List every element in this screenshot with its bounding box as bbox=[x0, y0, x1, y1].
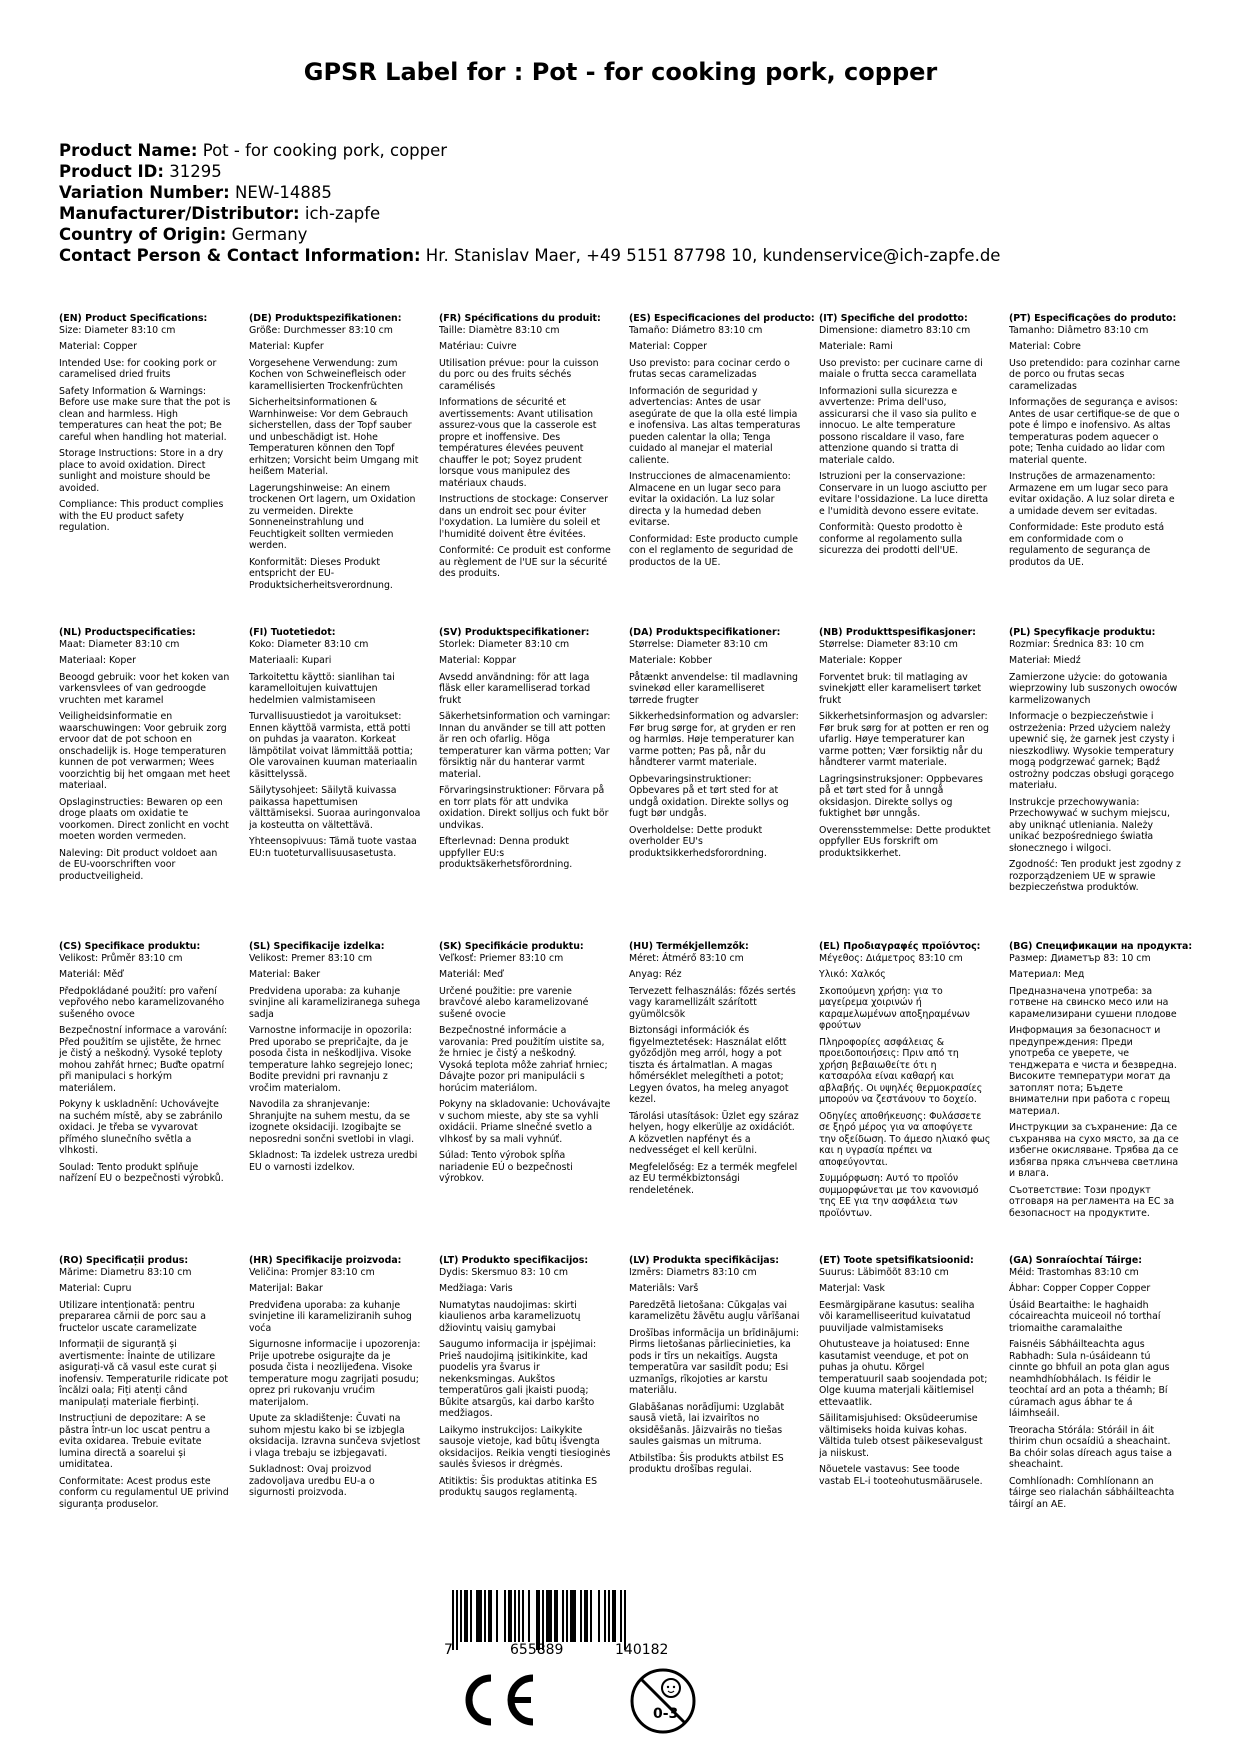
spec-paragraph: Zamierzone użycie: do gotowania wieprzowiny lub suszonych owoców karmelizowanych bbox=[1009, 671, 1178, 706]
info-value: Germany bbox=[231, 225, 308, 244]
spec-paragraph: Størrelse: Diameter 83:10 cm bbox=[629, 638, 768, 650]
spec-heading: (FI) Tuotetiedot: bbox=[249, 627, 336, 638]
barcode-bar bbox=[566, 1590, 568, 1642]
spec-paragraph: Conformitate: Acest produs este conform cu regulamentul UE privind siguranța produselor. bbox=[59, 1475, 229, 1510]
spec-paragraph: Материал: Мед bbox=[1009, 969, 1085, 980]
barcode-bar bbox=[452, 1590, 454, 1650]
barcode-bar bbox=[496, 1590, 498, 1642]
spec-paragraph: Varnostne informacije in opozorila: Pred uporabo se prepričajte, da je posoda čista in neškodljiva. Visoke temperature lahko segrejejo lonec; Bodite previdni pri ravnanju z vročim materialom. bbox=[249, 1025, 414, 1094]
spec-paragraph: Opbevaringsinstruktioner: Opbevares på et tørt sted for at undgå oxidation. Direkte sollys og fugt bør undgås. bbox=[629, 773, 789, 819]
barcode-bar bbox=[554, 1590, 558, 1642]
spec-paragraph: Size: Diameter 83:10 cm bbox=[59, 324, 176, 336]
spec-paragraph: Glabāšanas norādījumi: Uzglabāt sausā vietā, lai izvairītos no oksidēšanās. Jāizvairās no tiešas saules gaismas un mitruma. bbox=[629, 1401, 785, 1447]
spec-paragraph: Medžiaga: Varis bbox=[439, 1283, 513, 1294]
spec-paragraph: Nõuetele vastavus: See toode vastab EL-i tooteohutusmäärusele. bbox=[819, 1464, 983, 1487]
spec-paragraph: Skladnost: Ta izdelek ustreza uredbi EU o varnosti izdelkov. bbox=[249, 1150, 418, 1173]
spec-paragraph: Sukladnost: Ovaj proizvod zadovoljava uredbu EU-a o sigurnosti proizvoda. bbox=[249, 1464, 375, 1498]
info-value: Hr. Stanislav Maer, +49 5151 87798 10, kundenservice@ich-zapfe.de bbox=[425, 246, 1001, 265]
spec-paragraph: Størrelse: Diameter 83:10 cm bbox=[819, 638, 958, 650]
spec-paragraph: Compliance: This product complies with the EU product safety regulation. bbox=[59, 499, 224, 533]
barcode-bar bbox=[504, 1590, 506, 1642]
barcode-bar bbox=[598, 1590, 600, 1642]
spec-paragraph: Sicherheitsinformationen & Warnhinweise: Vor dem Gebrauch sicherstellen, dass der Topf sauber und unbeschädigt ist. Hohe Temperaturen können den Topf erhitzen; Vorsicht beim Umgang mit heißem Material. bbox=[249, 397, 419, 477]
spec-paragraph: Conformité: Ce produit est conforme au règlement de l'UE sur la sécurité des produits. bbox=[439, 545, 611, 579]
spec-paragraph: Utilisation prévue: pour la cuisson du porc ou des fruits séchés caramélisés bbox=[439, 357, 599, 392]
spec-section bbox=[1009, 313, 1199, 627]
spec-paragraph: Naleving: Dit product voldoet aan de EU-voorschriften voor productveiligheid. bbox=[59, 847, 218, 882]
spec-paragraph: Materiál: Meď bbox=[439, 969, 504, 980]
ce-mark-icon bbox=[455, 1670, 537, 1730]
spec-paragraph: Σκοπούμενη χρήση: για το μαγείρεμα χοιρινών ή καραμελωμένων αποξηραμένων φρούτων bbox=[819, 985, 970, 1031]
spec-paragraph: Размер: Диаметър 83: 10 cm bbox=[1009, 952, 1151, 964]
spec-section bbox=[59, 313, 249, 627]
spec-heading: (ET) Toote spetsifikatsioonid: bbox=[819, 1255, 974, 1266]
spec-section bbox=[819, 313, 1009, 627]
spec-paragraph: Información de seguridad y advertencias: Antes de usar asegúrate de que la olla esté limpia e inofensiva. Las altas temperaturas pueden calentar la olla; Tenga cuidado al manejar el material caliente. bbox=[629, 385, 801, 466]
spec-section bbox=[59, 941, 249, 1255]
spec-paragraph: Säilitamisjuhised: Oksüdeerumise vältimiseks hoida kuivas kohas. Vältida tuleb otsest päikesevalgust ja niiskust. bbox=[819, 1413, 983, 1459]
barcode-bar bbox=[528, 1590, 530, 1642]
spec-paragraph: Upute za skladištenje: Čuvati na suhom mjestu kako bi se izbjegla oksidacija. Izravna sunčeva svjetlost i vlaga trebaju se izbjegavati. bbox=[249, 1413, 421, 1459]
barcode-bar bbox=[460, 1590, 462, 1642]
info-value: NEW-14885 bbox=[235, 183, 332, 202]
spec-paragraph: Istruzioni per la conservazione: Conservare in un luogo asciutto per evitare l'ossidazione. La luce diretta e l'umidità devono essere evitate. bbox=[819, 471, 989, 517]
spec-paragraph: Säilytysohjeet: Säilytä kuivassa paikassa hapettumisen välttämiseksi. Suoraa auringonvaloa ja kosteutta on vältettävä. bbox=[249, 785, 421, 831]
spec-paragraph: Úsáid Beartaithe: le haghaidh cócaireachta muiceoil nó torthaí triomaithe caramalaithe bbox=[1009, 1299, 1161, 1334]
spec-paragraph: Storlek: Diameter 83:10 cm bbox=[439, 638, 570, 650]
barcode-bar bbox=[488, 1590, 492, 1642]
info-label: Product ID: bbox=[59, 162, 164, 181]
spec-section bbox=[249, 313, 439, 627]
spec-paragraph: Conformidade: Este produto está em conformidade com o regulamento de segurança de produtos da UE. bbox=[1009, 522, 1165, 568]
spec-paragraph: Avsedd användning: för att laga fläsk eller karamelliserad torkad frukt bbox=[439, 671, 591, 706]
barcode-bar bbox=[522, 1590, 524, 1642]
product-info-line bbox=[59, 161, 1199, 182]
spec-paragraph: Dydis: Skersmuo 83: 10 cm bbox=[439, 1266, 568, 1278]
spec-paragraph: Instruções de armazenamento: Armazene em um lugar seco para evitar oxidação. A luz solar direta e a umidade devem ser evitadas. bbox=[1009, 471, 1175, 517]
spec-paragraph: Предназначена употреба: за готвене на свинско месо или на карамелизирани сушени плодове bbox=[1009, 985, 1177, 1020]
spec-paragraph: Instrucțiuni de depozitare: A se păstra într-un loc uscat pentru a evita oxidarea. Trebuie evitate lumina directă a soarelui și umiditatea. bbox=[59, 1413, 211, 1470]
spec-paragraph: Materiale: Kobber bbox=[629, 655, 712, 666]
spec-paragraph: Velikost: Průměr 83:10 cm bbox=[59, 952, 183, 964]
spec-paragraph: Méret: Átmérő 83:10 cm bbox=[629, 952, 744, 964]
spec-paragraph: Instrucciones de almacenamiento: Almacene en un lugar seco para evitar la oxidación. La luz solar directa y la humedad deben evitarse. bbox=[629, 471, 791, 528]
spec-paragraph: Materjal: Vask bbox=[819, 1283, 885, 1294]
spec-heading: (SV) Produktspecifikationer: bbox=[439, 627, 590, 638]
spec-paragraph: Materiale: Rami bbox=[819, 341, 893, 352]
spec-paragraph: Overensstemmelse: Dette produktet oppfyller EUs forskrift om produktsikkerhet. bbox=[819, 824, 991, 859]
spec-section bbox=[629, 627, 819, 941]
not-for-children-0-3-icon bbox=[628, 1666, 698, 1736]
spec-heading: (PL) Specyfikacje produktu: bbox=[1009, 627, 1156, 638]
info-value: ich-zapfe bbox=[304, 204, 381, 223]
spec-paragraph: Съответствие: Този продукт отговаря на регламента на ЕС за безопасност на продуктите. bbox=[1009, 1184, 1175, 1219]
spec-paragraph: Efterlevnad: Denna produkt uppfyller EU:s produktsäkerhetsförordning. bbox=[439, 836, 573, 870]
spec-heading: (RO) Specificații produs: bbox=[59, 1255, 189, 1266]
spec-section bbox=[819, 1255, 1009, 1569]
spec-paragraph: Pokyny k uskladnění: Uchovávejte na suchém místě, aby se zabránilo oxidaci. Je třeba se vyvarovat přímého slunečního světla a vlhkosti. bbox=[59, 1099, 223, 1156]
spec-section bbox=[439, 627, 629, 941]
barcode-bar bbox=[612, 1590, 616, 1642]
spec-paragraph: Zgodność: Ten produkt jest zgodny z rozporządzeniem UE w sprawie bezpieczeństwa produktów. bbox=[1009, 859, 1181, 893]
spec-heading: (SL) Specifikacije izdelka: bbox=[249, 941, 385, 952]
spec-paragraph: Bezpečnostní informace a varování: Před použitím se ujistěte, že hrnec je čistý a neškodný. Vysoké teploty mohou zahřát hrnec; Buďte opatrní při manipulaci s horkým materiálem. bbox=[59, 1025, 228, 1094]
spec-paragraph: Yhteensopivuus: Tämä tuote vastaa EU:n tuoteturvallisuusasetusta. bbox=[249, 836, 417, 859]
age-range-label: 0-3 bbox=[653, 1706, 679, 1722]
info-label: Product Name: bbox=[59, 141, 198, 160]
info-value: Pot - for cooking pork, copper bbox=[202, 141, 448, 160]
spec-heading: (SK) Špecifikácie produktu: bbox=[439, 941, 584, 952]
barcode-left-digits: 655889 bbox=[510, 1642, 564, 1658]
spec-paragraph: Dimensione: diametro 83:10 cm bbox=[819, 324, 971, 336]
info-label: Variation Number: bbox=[59, 183, 230, 202]
spec-paragraph: Saugumo informacija ir įspėjimai: Prieš naudojimą įsitikinkite, kad puodelis yra švarus ir nekenksmingas. Aukštos temperatūros gali įkaisti puodą; Būkite atsargūs, kai darbo karšto medžiagos. bbox=[439, 1339, 597, 1419]
barcode-bar bbox=[570, 1590, 576, 1642]
spec-paragraph: Materiál: Měď bbox=[59, 969, 124, 980]
spec-paragraph: Opslaginstructies: Bewaren op een droge plaats om oxidatie te voorkomen. Direct zonlicht en vocht moeten worden vermeden. bbox=[59, 796, 229, 842]
spec-paragraph: Vorgesehene Verwendung: zum Kochen von Schweinefleisch oder karamellisierten Trockenfrüchten bbox=[249, 357, 406, 392]
barcode-bar bbox=[508, 1590, 512, 1642]
info-label: Contact Person & Contact Information: bbox=[59, 246, 421, 265]
spec-paragraph: Μέγεθος: Διάμετρος 83:10 cm bbox=[819, 952, 963, 964]
barcode-bar bbox=[620, 1590, 622, 1642]
spec-row bbox=[59, 313, 1199, 627]
spec-paragraph: Megfelelőség: Ez a termék megfelel az EU termékbiztonsági rendeletének. bbox=[629, 1161, 798, 1196]
barcode-bar bbox=[546, 1590, 552, 1642]
spec-paragraph: Informazioni sulla sicurezza e avvertenze: Prima dell'uso, assicurarsi che il vaso sia pulito e innocuo. Le alte temperature possono riscaldare il vaso, fare attenzione quando si tratta di materiale caldo. bbox=[819, 385, 977, 466]
spec-section bbox=[1009, 1255, 1199, 1569]
spec-paragraph: Πληροφορίες ασφάλειας & προειδοποιήσεις: Πριν από τη χρήση βεβαιωθείτε ότι η κατσαρόλα είναι καθαρή και αβλαβής. Οι υψηλές θερμοκρασίες μπορούν να ζεστάνουν το δοχείο. bbox=[819, 1036, 983, 1105]
spec-paragraph: Anyag: Réz bbox=[629, 969, 682, 980]
spec-section bbox=[439, 941, 629, 1255]
spec-paragraph: Sikkerhedsinformation og advarsler: Før brug sørge for, at gryden er ren og harmløs. Høje temperaturer kan varme potten; Pas på, når du håndterer varmt materiale. bbox=[629, 711, 799, 768]
barcode-bar bbox=[514, 1590, 516, 1642]
spec-paragraph: Safety Information & Warnings: Before use make sure that the pot is clean and harmless. High temperatures can heat the pot; Be careful when handling hot material. bbox=[59, 385, 231, 443]
barcode-bar bbox=[476, 1590, 482, 1642]
spec-section bbox=[249, 941, 439, 1255]
spec-paragraph: Storage Instructions: Store in a dry place to avoid oxidation. Direct sunlight and moisture should be avoided. bbox=[59, 448, 224, 494]
spec-paragraph: Laikymo instrukcijos: Laikykite sausoje vietoje, kad būtų išvengta oksidacijos. Reikia vengti tiesioginės saulės šviesos ir drėgmės. bbox=[439, 1424, 611, 1470]
spec-paragraph: Paredzētā lietošana: Cūkgaļas vai karamelizētu žāvētu augļu vārīšanai bbox=[629, 1299, 800, 1322]
spec-paragraph: Bezpečnostné informácie a varovania: Pred použitím uistite sa, že hrniec je čistý a neškodný. Vysoká teplota môže zahriať hrniec; Dávajte pozor pri manipulácii s horúcim materiálom. bbox=[439, 1025, 608, 1094]
spec-paragraph: Förvaringsinstruktioner: Förvara på en torr plats för att undvika oxidation. Direkt solljus och fukt bör undvikas. bbox=[439, 785, 609, 831]
spec-paragraph: Säkerhetsinformation och varningar: Innan du använder se till att potten är ren och ofarlig. Höga temperaturer kan värma potten; Var försiktig när du hanterar varmt material. bbox=[439, 711, 611, 780]
spec-paragraph: Veiligheidsinformatie en waarschuwingen: Voor gebruik zorg ervoor dat de pot schoon en onschadelijk is. Hoge temperaturen kunnen de pot verwarmen; Wees voorzichtig bij het omgaan met heet materiaal. bbox=[59, 711, 231, 791]
spec-heading: (LT) Produkto specifikacijos: bbox=[439, 1255, 589, 1266]
barcode-bar bbox=[590, 1590, 592, 1642]
product-info-line bbox=[59, 203, 1199, 224]
spec-paragraph: Drošības informācija un brīdinājumi: Pirms lietošanas pārliecinieties, ka pods ir tīrs un nekaitīgs. Augsta temperatūra var sasildīt podu; Esi uzmanīgs, rīkojoties ar karstu materiālu. bbox=[629, 1327, 799, 1396]
spec-grid bbox=[59, 313, 1199, 1569]
spec-paragraph: Ohutusteave ja hoiatused: Enne kasutamist veenduge, et pot on puhas ja ohutu. Kõrgel temperatuuril saab soojendada pot; Olge kuuma materjali käitlemisel ettevaatlik. bbox=[819, 1339, 988, 1408]
barcode-bar bbox=[624, 1590, 626, 1650]
spec-paragraph: Predvidena uporaba: za kuhanje svinjine ali karameliziranega suhega sadja bbox=[249, 985, 421, 1020]
spec-heading: (FR) Spécifications du produit: bbox=[439, 313, 601, 324]
spec-paragraph: Mărime: Diametru 83:10 cm bbox=[59, 1266, 192, 1278]
spec-paragraph: Lagerungshinweise: An einem trockenen Ort lagern, um Oxidation zu vermeiden. Direkte Sonneneinstrahlung und Feuchtigkeit sollten vermieden werden. bbox=[249, 482, 416, 551]
spec-paragraph: Suurus: Läbimõõt 83:10 cm bbox=[819, 1266, 949, 1278]
spec-paragraph: Υλικό: Χαλκός bbox=[819, 969, 886, 980]
spec-paragraph: Treoracha Stórála: Stóráil in áit thirim chun ocsaídiú a sheachaint. Ba chóir solas díreach agus taise a sheachaint. bbox=[1009, 1424, 1172, 1470]
spec-heading: (NB) Produkttspesifikasjoner: bbox=[819, 627, 976, 638]
spec-paragraph: Biztonsági információk és figyelmeztetések: Használat előtt győződjön meg arról, hogy a pot tiszta és ártalmatlan. A magas hőmérséklet melegítheti a potot; Legyen óvatos, ha meleg anyagot kezel. bbox=[629, 1025, 789, 1105]
spec-paragraph: Koko: Diameter 83:10 cm bbox=[249, 638, 369, 650]
barcode-bar bbox=[542, 1590, 544, 1650]
spec-paragraph: Veľkosť: Priemer 83:10 cm bbox=[439, 952, 564, 964]
spec-section bbox=[439, 1255, 629, 1569]
spec-paragraph: Ábhar: Copper Copper Copper bbox=[1009, 1283, 1151, 1294]
spec-paragraph: Informations de sécurité et avertissements: Avant utilisation assurez-vous que la casserole est propre et inoffensive. Des températures élevées peuvent chauffer le pot; Soyez prudent lorsque vous manipulez des matériaux chauds. bbox=[439, 397, 597, 489]
spec-paragraph: Tamaño: Diámetro 83:10 cm bbox=[629, 324, 763, 336]
spec-heading: (IT) Specifiche del prodotto: bbox=[819, 313, 968, 324]
spec-heading: (ES) Especificaciones del producto: bbox=[629, 313, 815, 324]
spec-section bbox=[1009, 941, 1199, 1255]
spec-paragraph: Atitiktis: Šis produktas atitinka ES produktų saugos reglamentą. bbox=[439, 1475, 598, 1498]
barcode-bar bbox=[608, 1590, 610, 1642]
spec-paragraph: Beoogd gebruik: voor het koken van varkensvlees of van gedroogde vruchten met karamel bbox=[59, 671, 230, 706]
spec-paragraph: Material: Kupfer bbox=[249, 341, 324, 352]
spec-row bbox=[59, 627, 1199, 941]
spec-paragraph: Instructions de stockage: Conserver dans un endroit sec pour éviter l'oxydation. La lumière du soleil et l'humidité doivent être évitées. bbox=[439, 494, 608, 540]
spec-paragraph: Informacje o bezpieczeństwie i ostrzeżenia: Przed użyciem należy upewnić się, że garnek jest czysty i nieszkodliwy. Wysokie temperatury mogą podgrzewać garnek; Bądź ostrożny podczas obsługi gorącego materiału. bbox=[1009, 711, 1175, 791]
spec-paragraph: Material: Cupru bbox=[59, 1283, 132, 1294]
spec-section bbox=[629, 313, 819, 627]
barcode-bar bbox=[456, 1590, 458, 1650]
spec-paragraph: Eesmärgipärane kasutus: sealiha või karamelliseeritud kuivatatud puuviljade valmistamiseks bbox=[819, 1299, 975, 1334]
barcode-bar bbox=[470, 1590, 472, 1642]
spec-heading: (GA) Sonraíochtaí Táirge: bbox=[1009, 1255, 1142, 1266]
barcode-bar bbox=[562, 1590, 564, 1642]
spec-row bbox=[59, 1255, 1199, 1569]
spec-paragraph: Информация за безопасност и предупреждения: Преди употреба се уверете, че тенджерата е чиста и безвредна. Високите температури могат да затоплят пота; Бъдете внимателни при работа с горещ материал. bbox=[1009, 1025, 1177, 1117]
spec-paragraph: Izmērs: Diametrs 83:10 cm bbox=[629, 1266, 757, 1278]
spec-paragraph: Größe: Durchmesser 83:10 cm bbox=[249, 324, 393, 336]
barcode-bar bbox=[484, 1590, 486, 1642]
spec-paragraph: Sikkerhetsinformasjon og advarsler: Før bruk sørg for at potten er ren og ufarlig. Høye temperaturer kan varme potten; Vær forsiktig når du håndterer varmt materiale. bbox=[819, 711, 989, 768]
info-label: Manufacturer/Distributor: bbox=[59, 204, 300, 223]
spec-paragraph: Conformità: Questo prodotto è conforme al regolamento sulla sicurezza dei prodotti dell'UE. bbox=[819, 522, 963, 556]
spec-paragraph: Určené použitie: pre varenie bravčové alebo karamelizované sušené ovocie bbox=[439, 985, 589, 1020]
spec-heading: (HU) Termékjellemzők: bbox=[629, 941, 749, 952]
spec-paragraph: Tamanho: Diâmetro 83:10 cm bbox=[1009, 324, 1149, 336]
spec-paragraph: Materijal: Bakar bbox=[249, 1283, 323, 1294]
spec-paragraph: Material: Koppar bbox=[439, 655, 517, 666]
spec-paragraph: Atbilstība: Šis produkts atbilst ES produktu drošības regulai. bbox=[629, 1452, 784, 1475]
spec-paragraph: Soulad: Tento produkt splňuje nařízení EU o bezpečnosti výrobků. bbox=[59, 1161, 224, 1184]
spec-paragraph: Předpokládané použití: pro vaření vepřového nebo karamelizovaného sušeného ovoce bbox=[59, 985, 225, 1020]
spec-paragraph: Uso previsto: para cocinar cerdo o frutas secas caramelizadas bbox=[629, 357, 790, 380]
info-label: Country of Origin: bbox=[59, 225, 227, 244]
spec-paragraph: Informações de segurança e avisos: Antes de usar certifique-se de que o pote é limpo e inofensivo. As altas temperaturas podem aquecer o pote; Tenha cuidado ao lidar com material quente. bbox=[1009, 397, 1180, 466]
barcode-bar bbox=[518, 1590, 520, 1642]
spec-paragraph: Maat: Diameter 83:10 cm bbox=[59, 638, 180, 650]
spec-section bbox=[439, 313, 629, 627]
barcode bbox=[440, 1590, 720, 1660]
spec-section bbox=[59, 627, 249, 941]
product-info-line bbox=[59, 182, 1199, 203]
spec-paragraph: Lagringsinstruksjoner: Oppbevares på et tørt sted for å unngå oksidasjon. Direkte sollys og fuktighet bør unngås. bbox=[819, 773, 983, 819]
spec-heading: (NL) Productspecificaties: bbox=[59, 627, 196, 638]
spec-paragraph: Materiaali: Kupari bbox=[249, 655, 332, 666]
spec-paragraph: Comhlíonadh: Comhlíonann an táirge seo rialachán sábháilteachta táirgí an AE. bbox=[1009, 1475, 1175, 1510]
spec-paragraph: Instrukcje przechowywania: Przechowywać w suchym miejscu, aby uniknąć utleniania. Należy unikać bezpośredniego światła słonecznego i wilgoci. bbox=[1009, 796, 1170, 854]
spec-paragraph: Pokyny na skladovanie: Uchovávajte v suchom mieste, aby ste sa vyhli oxidácii. Priame slnečné svetlo a vlhkosť by sa mali vyhnúť. bbox=[439, 1099, 611, 1145]
spec-paragraph: Tárolási utasítások: Üzlet egy száraz helyen, hogy elkerülje az oxidációt. A közvetlen napfényt és a nedvességet el kell kerülni. bbox=[629, 1110, 799, 1156]
spec-paragraph: Taille: Diamètre 83:10 cm bbox=[439, 324, 560, 336]
spec-paragraph: Συμμόρφωση: Αυτό το προϊόν συμμορφώνεται με τον κανονισμό της ΕΕ για την ασφάλεια των προϊόντων. bbox=[819, 1173, 979, 1219]
spec-heading: (EN) Product Specifications: bbox=[59, 313, 208, 324]
spec-paragraph: Påtænkt anvendelse: til madlavning svinekød eller karamelliseret tørrede frugter bbox=[629, 671, 798, 706]
spec-paragraph: Predviđena uporaba: za kuhanje svinjetine ili karameliziranih suhog voća bbox=[249, 1299, 412, 1334]
barcode-bar bbox=[536, 1590, 540, 1650]
spec-section bbox=[819, 627, 1009, 941]
spec-paragraph: Uso previsto: per cucinare carne di maiale o frutta secca caramellata bbox=[819, 357, 983, 380]
spec-paragraph: Tarkoitettu käyttö: sianlihan tai karamelloitujen kuivattujen hedelmien valmistamiseen bbox=[249, 671, 395, 706]
spec-paragraph: Tervezett felhasználás: főzés sertés vagy karamellizált szárított gyümölcsök bbox=[629, 985, 796, 1020]
spec-paragraph: Material: Baker bbox=[249, 969, 321, 980]
spec-paragraph: Инструкции за съхранение: Да се съхранява на сухо място, за да се избегне окисляване. Трябва да се избягва пряка слънчева светлина и влага. bbox=[1009, 1122, 1179, 1179]
spec-paragraph: Rozmiar: Średnica 83: 10 cm bbox=[1009, 638, 1145, 650]
spec-paragraph: Overholdelse: Dette produkt overholder EU's produktsikkerhedsforordning. bbox=[629, 824, 767, 859]
spec-heading: (DA) Produktspecifikationer: bbox=[629, 627, 781, 638]
spec-paragraph: Informații de siguranță și avertismente: Înainte de utilizare asigurați-vă că vasul este curat și inofensiv. Temperaturile ridicate pot încălzi oala; Fiți atenți când manipulați materiale fierbinți. bbox=[59, 1339, 229, 1408]
spec-paragraph: Conformidad: Este producto cumple con el reglamento de seguridad de productos de la UE. bbox=[629, 533, 799, 568]
spec-paragraph: Materiale: Kopper bbox=[819, 655, 902, 666]
spec-paragraph: Navodila za shranjevanje: Shranjujte na suhem mestu, da se izognete oksidaciji. Izogibajte se neposredni sončni svetlobi in vlagi. bbox=[249, 1099, 415, 1145]
spec-paragraph: Matériau: Cuivre bbox=[439, 341, 517, 352]
barcode-bar bbox=[584, 1590, 588, 1642]
spec-heading: (LV) Produkta specifikācijas: bbox=[629, 1255, 779, 1266]
spec-paragraph: Faisnéis Sábháilteachta agus Rabhadh: Sula n-úsáideann tú cinnte go bhfuil an pota glan agus neamhdhíobhálach. Is féidir le teochtaí ard an pota a théamh; Bí cúramach agus ábhar te á láimhseáil. bbox=[1009, 1339, 1170, 1419]
spec-section bbox=[249, 1255, 439, 1569]
spec-paragraph: Veličina: Promjer 83:10 cm bbox=[249, 1266, 375, 1278]
barcode-lead-digit: 7 bbox=[444, 1642, 453, 1658]
spec-paragraph: Material: Cobre bbox=[1009, 341, 1081, 352]
spec-section bbox=[629, 1255, 819, 1569]
spec-paragraph: Materiaal: Koper bbox=[59, 655, 136, 666]
spec-paragraph: Konformität: Dieses Produkt entspricht der EU-Produktsicherheitsverordnung. bbox=[249, 556, 393, 591]
page-title: GPSR Label for : Pot - for cooking pork, copper bbox=[303, 58, 938, 86]
product-info-block bbox=[59, 140, 1199, 266]
spec-paragraph: Méid: Trastomhas 83:10 cm bbox=[1009, 1266, 1139, 1278]
spec-paragraph: Súlad: Tento výrobok spĺňa nariadenie EÚ o bezpečnosti výrobkov. bbox=[439, 1150, 573, 1184]
barcode-bar bbox=[580, 1590, 582, 1642]
spec-paragraph: Uso pretendido: para cozinhar carne de porco ou frutas secas caramelizadas bbox=[1009, 357, 1181, 392]
barcode-bar bbox=[604, 1590, 606, 1642]
spec-paragraph: Velikost: Premer 83:10 cm bbox=[249, 952, 373, 964]
spec-paragraph: Intended Use: for cooking pork or caramelised dried fruits bbox=[59, 357, 217, 380]
product-info-line bbox=[59, 245, 1199, 266]
spec-section bbox=[249, 627, 439, 941]
spec-section bbox=[1009, 627, 1199, 941]
barcode-right-digits: 140182 bbox=[615, 1642, 669, 1658]
info-value: 31295 bbox=[169, 162, 222, 181]
spec-paragraph: Οδηγίες αποθήκευσης: Φυλάσσετε σε ξηρό μέρος για να αποφύγετε την οξείδωση. Το άμεσο ηλιακό φως και η υγρασία πρέπει να αποφεύγονται. bbox=[819, 1110, 991, 1168]
spec-paragraph: Forventet bruk: til matlaging av svinekjøtt eller karamelisert tørket frukt bbox=[819, 671, 982, 706]
spec-section bbox=[629, 941, 819, 1255]
product-info-line bbox=[59, 224, 1199, 245]
product-info-line bbox=[59, 140, 1199, 161]
spec-paragraph: Materiał: Miedź bbox=[1009, 655, 1081, 666]
spec-heading: (CS) Specifikace produktu: bbox=[59, 941, 201, 952]
spec-paragraph: Material: Copper bbox=[629, 341, 708, 352]
spec-row bbox=[59, 941, 1199, 1255]
spec-section bbox=[59, 1255, 249, 1569]
spec-heading: (DE) Produktspezifikationen: bbox=[249, 313, 402, 324]
barcode-bar bbox=[464, 1590, 468, 1642]
spec-paragraph: Turvallisuustiedot ja varoitukset: Ennen käyttöä varmista, että potti on puhdas ja vaaraton. Korkeat lämpötilat voivat lämmittää pottia; Ole varovainen kuuman materiaalin käsittelyssä. bbox=[249, 711, 418, 780]
spec-heading: (HR) Specifikacije proizvoda: bbox=[249, 1255, 402, 1266]
spec-heading: (EL) Προδιαγραφές προϊόντος: bbox=[819, 941, 981, 952]
spec-heading: (BG) Спецификации на продукта: bbox=[1009, 941, 1193, 952]
spec-section bbox=[819, 941, 1009, 1255]
spec-paragraph: Materiāls: Varš bbox=[629, 1283, 699, 1294]
spec-paragraph: Sigurnosne informacije i upozorenja: Prije upotrebe osigurajte da je posuda čista i neozlijeđena. Visoke temperature mogu zagrijati posudu; oprez pri rukovanju vrućim materijalom. bbox=[249, 1339, 421, 1408]
spec-paragraph: Numatytas naudojimas: skirti kiaulienos arba karamelizuotų džiovintų vaisių gamybai bbox=[439, 1299, 581, 1334]
spec-paragraph: Utilizare intenționată: pentru prepararea cărnii de porc sau a fructelor uscate caramelizate bbox=[59, 1299, 206, 1334]
spec-paragraph: Material: Copper bbox=[59, 341, 138, 352]
spec-heading: (PT) Especificações do produto: bbox=[1009, 313, 1177, 324]
